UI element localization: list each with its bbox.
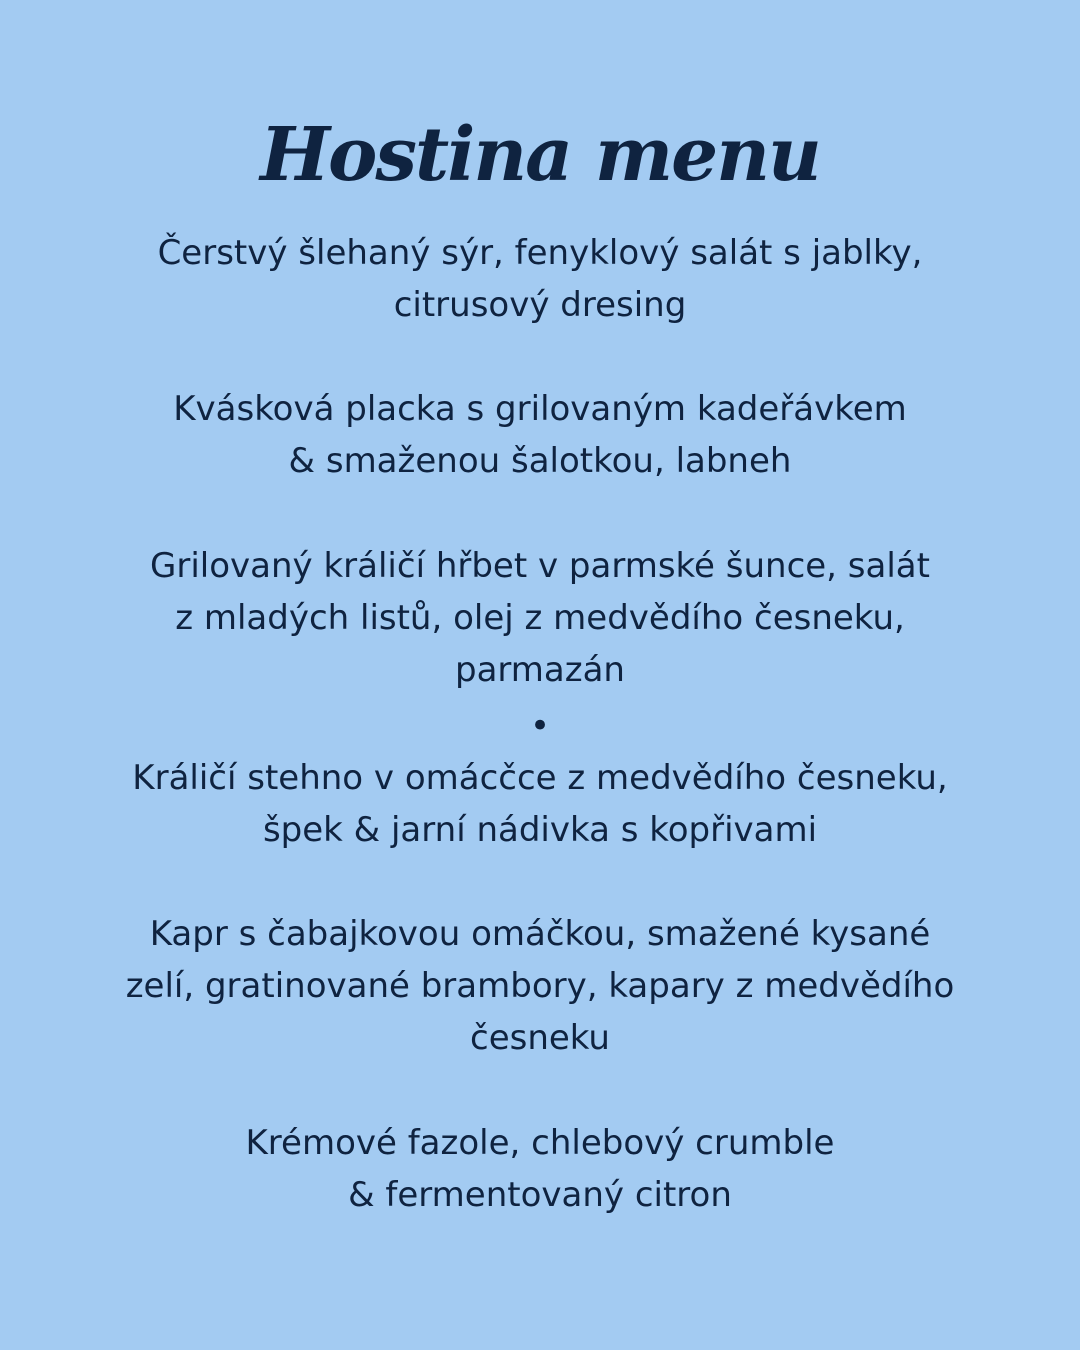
dish-line: špek & jarní nádivka s kopřivami <box>262 810 818 850</box>
dish-line: česneku <box>470 1018 610 1058</box>
dish-line: citrusový dresing <box>393 285 687 325</box>
menu-title: Hostina menu <box>260 112 820 198</box>
dish-line: Krémové fazole, chlebový crumble <box>245 1123 835 1163</box>
dish-line: Kapr s čabajkovou omáčkou, smažené kysané <box>149 914 931 954</box>
dish-item <box>60 227 1020 331</box>
bullet-separator: • <box>529 706 551 746</box>
dish-line: Králičí stehno v omácčce z medvědího česneku, <box>132 758 948 798</box>
dish-item <box>60 908 1020 1064</box>
dish-line: z mladých listů, olej z medvědího česneku, <box>175 598 905 638</box>
dish-line: zelí, gratinované brambory, kapary z medvědího <box>125 966 955 1006</box>
dish-item <box>60 1117 1020 1221</box>
dish-line: Kvásková placka s grilovaným kadeřávkem <box>173 389 907 429</box>
dish-line: Čerstvý šlehaný sýr, fenyklový salát s jablky, <box>157 233 923 273</box>
dish-line: parmazán <box>455 650 625 690</box>
dish-item <box>60 383 1020 487</box>
dish-line: & smaženou šalotkou, labneh <box>288 441 792 481</box>
dish-line: Grilovaný králičí hřbet v parmské šunce, salát <box>150 546 930 586</box>
dish-line: & fermentovaný citron <box>348 1175 732 1215</box>
dish-item <box>60 752 1020 856</box>
dish-item <box>60 540 1020 696</box>
